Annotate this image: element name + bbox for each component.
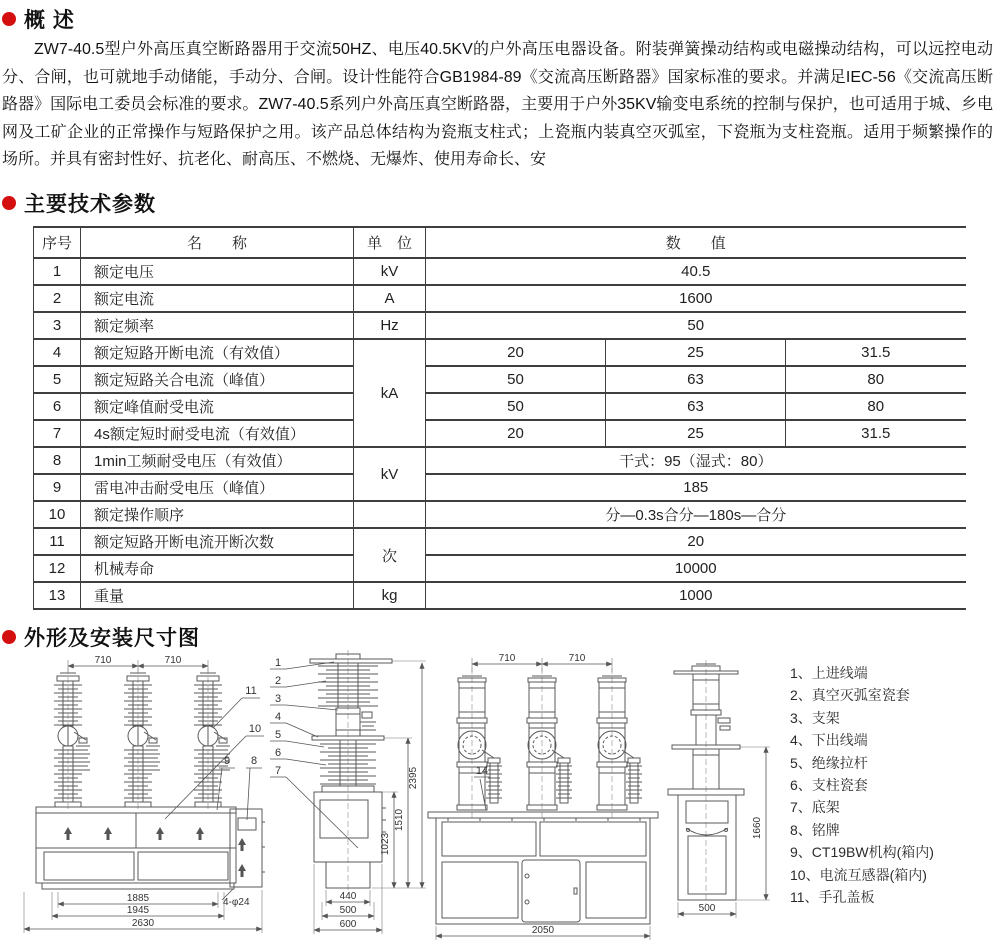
- cabinet-front: [36, 807, 236, 889]
- dimension-label: 710: [568, 653, 586, 664]
- dimension-label: 500: [698, 903, 716, 914]
- cell-value: 50: [426, 393, 606, 420]
- cell-unit: Hz: [354, 312, 426, 339]
- legend-item: 5、绝缘拉杆: [790, 754, 868, 771]
- cell-value: 63: [606, 393, 786, 420]
- table-row: [34, 447, 966, 474]
- dimension-label: 1023: [380, 832, 391, 856]
- cell-value: 80: [786, 366, 966, 393]
- dimension-label: 1945: [126, 905, 150, 916]
- cell-unit: A: [354, 285, 426, 312]
- overview-title: 概 述: [24, 9, 75, 32]
- legend-item: 9、CT19BW机构(箱内): [790, 844, 934, 861]
- cell-no: 2: [34, 285, 81, 312]
- cell-name: 4s额定短时耐受电流（有效值）: [81, 420, 354, 447]
- cell-name: 雷电冲击耐受电压（峰值）: [81, 474, 354, 501]
- legend-item: 10、电流互感器(箱内): [790, 866, 927, 883]
- cell-value: 50: [426, 312, 966, 339]
- table-row: [34, 258, 966, 285]
- side-view-2-drawing: [648, 660, 790, 946]
- cell-name: 额定峰值耐受电流: [81, 393, 354, 420]
- cell-no: 10: [34, 501, 81, 528]
- cell-value: 1600: [426, 285, 966, 312]
- cell-no: 8: [34, 447, 81, 474]
- parameters-table: [33, 226, 966, 610]
- cell-value: 40.5: [426, 258, 966, 285]
- section-bullet-icon: [2, 196, 16, 210]
- cell-unit: kA: [354, 339, 426, 447]
- header-no: 序号: [34, 227, 81, 258]
- header-name: 名 称: [81, 227, 354, 258]
- callout-number: 10: [248, 723, 262, 735]
- cell-name: 额定短路开断电流（有效值）: [81, 339, 354, 366]
- table-row: [34, 555, 966, 582]
- cell-no: 11: [34, 528, 81, 555]
- cell-no: 1: [34, 258, 81, 285]
- cell-name: 额定操作顺序: [81, 501, 354, 528]
- callout-number: 4: [274, 711, 282, 723]
- dimensions-heading: [2, 622, 200, 652]
- callout-number: 8: [250, 755, 258, 767]
- cell-value: 63: [606, 366, 786, 393]
- table-row: [34, 528, 966, 555]
- table-row: [34, 474, 966, 501]
- legend-item: 8、铭牌: [790, 821, 840, 838]
- cell-value: 25: [606, 420, 786, 447]
- legend-item: 3、支架: [790, 709, 840, 726]
- front-view-2-drawing: [424, 652, 662, 944]
- cell-value: 分—0.3s合分—180s—合分: [426, 501, 966, 528]
- cell-unit: kg: [354, 582, 426, 609]
- table-row: [34, 366, 966, 393]
- mounting-hole-note: 4-φ24: [223, 897, 250, 908]
- dimensions-title: 外形及安装尺寸图: [24, 627, 200, 650]
- cell-unit: kV: [354, 447, 426, 501]
- callout-number: 14: [475, 765, 489, 777]
- cell-unit: kV: [354, 258, 426, 285]
- callout-number: 1: [274, 657, 282, 669]
- parts-legend: [790, 662, 934, 908]
- dimension-label: 1510: [394, 808, 405, 832]
- callout-number: 7: [274, 765, 282, 777]
- dimension-label: 710: [94, 655, 112, 666]
- cell-value: 31.5: [786, 420, 966, 447]
- dimension-label: 440: [339, 891, 357, 902]
- cell-value: 20: [426, 528, 966, 555]
- dimension-label: 1885: [126, 893, 150, 904]
- legend-item: 4、下出线端: [790, 732, 868, 749]
- cell-no: 5: [34, 366, 81, 393]
- dimension-label: 2630: [131, 918, 155, 929]
- table-row: [34, 393, 966, 420]
- cell-name: 额定频率: [81, 312, 354, 339]
- cell-name: 1min工频耐受电压（有效值）: [81, 447, 354, 474]
- cell-unit: [354, 501, 426, 528]
- cell-no: 3: [34, 312, 81, 339]
- table-row: [34, 339, 966, 366]
- cell-name: 额定电压: [81, 258, 354, 285]
- callout-number: 9: [223, 755, 231, 767]
- legend-item: 6、支柱瓷套: [790, 777, 868, 794]
- overview-heading: [2, 4, 75, 34]
- cell-no: 9: [34, 474, 81, 501]
- cell-no: 6: [34, 393, 81, 420]
- legend-item: 1、上进线端: [790, 665, 868, 681]
- table-row: [34, 501, 966, 528]
- section-bullet-icon: [2, 630, 16, 644]
- cell-value: 50: [426, 366, 606, 393]
- cell-value: 1000: [426, 582, 966, 609]
- cell-no: 4: [34, 339, 81, 366]
- cell-value: 10000: [426, 555, 966, 582]
- dimension-label: 710: [498, 653, 516, 664]
- dimension-label: 600: [339, 919, 357, 930]
- table-row: [34, 312, 966, 339]
- parameters-heading: [2, 188, 156, 218]
- cell-name: 额定短路关合电流（峰值）: [81, 366, 354, 393]
- cell-value: 20: [426, 420, 606, 447]
- header-unit: 单 位: [354, 227, 426, 258]
- table-row: [34, 285, 966, 312]
- table-row: [34, 420, 966, 447]
- dimension-label: 1660: [752, 816, 763, 840]
- cell-name: 重量: [81, 582, 354, 609]
- dimension-label: 710: [164, 655, 182, 666]
- callout-number: 6: [274, 747, 282, 759]
- cell-no: 13: [34, 582, 81, 609]
- callout-number: 2: [274, 675, 282, 687]
- callout-number: 5: [274, 729, 282, 741]
- table-header-row: [34, 227, 966, 258]
- dimension-label: 2395: [408, 766, 419, 790]
- callout-number: 3: [274, 693, 282, 705]
- header-value: 数 值: [426, 227, 966, 258]
- side-view-drawing: [266, 650, 434, 946]
- section-bullet-icon: [2, 12, 16, 26]
- table-row: [34, 582, 966, 609]
- cabinet-front-2: [428, 812, 658, 924]
- legend-item: 2、真空灭弧室瓷套: [790, 687, 910, 704]
- cell-name: 额定电流: [81, 285, 354, 312]
- parameters-title: 主要技术参数: [24, 193, 156, 216]
- dimension-label: 2050: [531, 925, 555, 936]
- cell-value: 31.5: [786, 339, 966, 366]
- overview-paragraph: ZW7-40.5型户外高压真空断路器用于交流50HZ、电压40.5KV的户外高压电器设备。附装弹簧操动结构或电磁操动结构，可以远控电动分、合闸，也可就地手动储能，手动分、合闸。设计性能符合GB1984-89《交流高压断路器》国家标准的要求。并满足IEC-56《交流高压断路器》国际电工委员会标准的要求。ZW7-40.5系列户外高压真空断路器，主要用于户外35KV输变电系统的控制与保护，也可适用于城、乡电网及工矿企业的正常操作与短路保护之用。该产品总体结构为瓷瓶支柱式；上瓷瓶内装真空灭弧室，下瓷瓶为支柱瓷瓶。适用于频繁操作的场所。并具有密封性好、抗老化、耐高压、不燃烧、无爆炸、使用寿命长、安: [2, 41, 993, 168]
- cell-value: 20: [426, 339, 606, 366]
- cell-name: 机械寿命: [81, 555, 354, 582]
- callout-number: 11: [245, 685, 257, 697]
- cell-name: 额定短路开断电流开断次数: [81, 528, 354, 555]
- cell-value: 干式：95（湿式：80）: [426, 447, 966, 474]
- cell-unit: 次: [354, 528, 426, 582]
- cell-value: 80: [786, 393, 966, 420]
- legend-item: 11、手孔盖板: [790, 889, 875, 906]
- dimension-label: 500: [339, 905, 357, 916]
- cell-value: 25: [606, 339, 786, 366]
- front-view-drawing: [20, 652, 268, 944]
- cell-value: 185: [426, 474, 966, 501]
- cell-no: 7: [34, 420, 81, 447]
- legend-item: 7、底架: [790, 799, 840, 816]
- cell-no: 12: [34, 555, 81, 582]
- door: [522, 860, 580, 922]
- callouts: [474, 765, 490, 810]
